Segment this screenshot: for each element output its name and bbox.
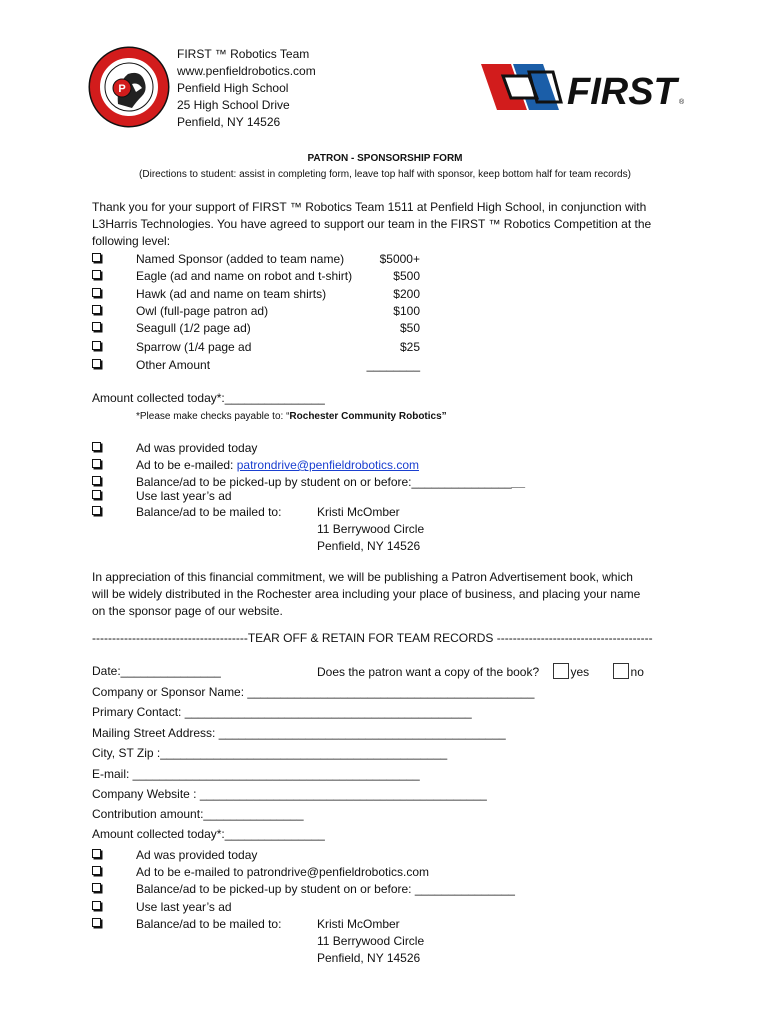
team-line: 25 High School Drive xyxy=(177,98,290,112)
level-amount: $100 xyxy=(393,304,420,318)
team-line: FIRST ™ Robotics Team xyxy=(177,47,310,61)
option-label: Ad to be e-mailed: patrondrive@penfieldrobotics.com xyxy=(136,458,420,472)
no-checkbox[interactable] xyxy=(613,663,629,679)
level-label: Seagull (1/2 page ad) xyxy=(136,321,251,335)
form-title: PATRON - SPONSORSHIP FORM xyxy=(307,153,463,164)
copy-question-row xyxy=(317,663,644,681)
option-label: Balance/ad to be mailed to: xyxy=(136,917,282,931)
appreciation-line: will be widely distributed in the Rochester area including your place of business, and placing your name xyxy=(92,587,641,601)
level-sparrow[interactable] xyxy=(92,339,420,356)
records-option-ad-pickup[interactable] xyxy=(92,881,515,898)
level-amount: $200 xyxy=(393,287,420,301)
contribution-amount-field[interactable]: Contribution amount:_______________ xyxy=(92,807,304,821)
intro-line: L3Harris Technologies. You have agreed to support our team in the FIRST ™ Robotics Competition at the xyxy=(92,217,652,231)
svg-text:®: ® xyxy=(679,99,685,106)
level-other[interactable] xyxy=(92,357,420,374)
checkbox-icon[interactable] xyxy=(92,866,101,875)
checkbox-icon[interactable] xyxy=(92,341,101,350)
address-street: 11 Berrywood Circle xyxy=(317,522,425,536)
records-option-last-year[interactable] xyxy=(92,899,232,916)
level-amount: $500 xyxy=(393,269,420,283)
level-label: Eagle (ad and name on robot and t-shirt) xyxy=(136,269,353,283)
svg-text:P: P xyxy=(118,83,126,95)
checkbox-icon[interactable] xyxy=(92,490,101,499)
level-seagull[interactable] xyxy=(92,320,420,337)
city-state-zip-field[interactable]: City, ST Zip :___________________________________________ xyxy=(92,746,448,760)
first-logo xyxy=(473,58,693,116)
checkbox-icon[interactable] xyxy=(92,270,101,279)
email-field[interactable]: E-mail: ___________________________________________ xyxy=(92,767,420,781)
checkbox-icon[interactable] xyxy=(92,253,101,262)
checkbox-icon[interactable] xyxy=(92,359,101,368)
level-amount: $25 xyxy=(399,340,420,354)
appreciation-paragraph xyxy=(92,569,640,620)
checkbox-icon[interactable] xyxy=(92,901,101,910)
records-amount-collected-field[interactable]: Amount collected today*:_______________ xyxy=(92,827,325,841)
address-street: 11 Berrywood Circle xyxy=(317,934,425,948)
first-logo-icon xyxy=(473,58,693,116)
option-label: Balance/ad to be mailed to: xyxy=(136,505,282,519)
appreciation-line: on the sponsor page of our website. xyxy=(92,604,283,618)
yes-label: yes xyxy=(570,665,590,679)
checkbox-icon[interactable] xyxy=(92,883,101,892)
company-website-field[interactable]: Company Website : ___________________________________________ xyxy=(92,787,487,801)
level-eagle[interactable] xyxy=(92,268,420,285)
option-label: Use last year’s ad xyxy=(136,900,232,914)
level-label: Sparrow (1/4 page ad xyxy=(136,340,252,354)
option-label: Ad was provided today xyxy=(136,441,258,455)
tear-off-line: ---------------------------------------TEAR OFF & RETAIN FOR TEAM RECORDS --------------------------------------- xyxy=(92,631,653,645)
address-name: Kristi McOmber xyxy=(317,505,400,519)
level-label: Owl (full-page patron ad) xyxy=(136,304,269,318)
form-directions: (Directions to student: assist in completing form, leave top half with sponsor, keep bottom half for team records) xyxy=(139,169,631,180)
level-amount: ________ xyxy=(366,358,420,372)
intro-paragraph xyxy=(92,199,651,250)
intro-line: following level: xyxy=(92,234,171,248)
checkbox-icon[interactable] xyxy=(92,918,101,927)
option-label: Use last year’s ad xyxy=(136,489,232,503)
team-website: www.penfieldrobotics.com xyxy=(177,64,316,78)
option-ad-emailed[interactable] xyxy=(92,457,420,474)
level-hawk[interactable] xyxy=(92,286,420,303)
records-option-ad-mailed[interactable] xyxy=(92,916,282,933)
checks-note-prefix: *Please make checks payable to: “ xyxy=(136,411,290,422)
primary-contact-field[interactable]: Primary Contact: ___________________________________________ xyxy=(92,705,472,719)
company-name-field[interactable]: Company or Sponsor Name: ___________________________________________ xyxy=(92,685,535,699)
mail-address xyxy=(317,504,424,555)
address-name: Kristi McOmber xyxy=(317,917,400,931)
address-city: Penfield, NY 14526 xyxy=(317,951,421,965)
records-option-ad-emailed[interactable] xyxy=(92,864,430,881)
patriot-logo-icon xyxy=(88,44,170,130)
option-label: Ad to be e-mailed to patrondrive@penfieldrobotics.com xyxy=(136,865,430,879)
level-named-sponsor[interactable] xyxy=(92,251,420,268)
address-city: Penfield, NY 14526 xyxy=(317,539,421,553)
no-label: no xyxy=(630,665,644,679)
checkbox-icon[interactable] xyxy=(92,322,101,331)
option-ad-mailed[interactable] xyxy=(92,504,282,521)
svg-text:FIRST: FIRST xyxy=(567,71,677,113)
checkbox-icon[interactable] xyxy=(92,506,101,515)
checkbox-icon[interactable] xyxy=(92,288,101,297)
copy-question: Does the patron want a copy of the book? xyxy=(317,665,540,679)
records-option-ad-provided[interactable] xyxy=(92,847,258,864)
checkbox-icon[interactable] xyxy=(92,459,101,468)
level-label: Named Sponsor (added to team name) xyxy=(136,252,345,266)
option-label: Balance/ad to be picked-up by student on or before:_________________ xyxy=(136,475,525,489)
checks-note xyxy=(136,410,447,424)
school-logo xyxy=(88,44,170,130)
level-amount: $50 xyxy=(399,321,420,335)
intro-line: Thank you for your support of FIRST ™ Robotics Team 1511 at Penfield High School, in conjunction with xyxy=(92,200,647,214)
records-mail-address xyxy=(317,916,424,967)
mailing-address-field[interactable]: Mailing Street Address: ___________________________________________ xyxy=(92,726,506,740)
team-line: Penfield High School xyxy=(177,81,289,95)
level-label: Other Amount xyxy=(136,358,211,372)
checkbox-icon[interactable] xyxy=(92,305,101,314)
option-label: Balance/ad to be picked-up by student on or before: _______________ xyxy=(136,882,515,896)
checkbox-icon[interactable] xyxy=(92,476,101,485)
level-label: Hawk (ad and name on team shirts) xyxy=(136,287,327,301)
yes-checkbox[interactable] xyxy=(553,663,569,679)
date-field[interactable]: Date:_______________ xyxy=(92,664,221,678)
level-amount: $5000+ xyxy=(379,252,420,266)
checkbox-icon[interactable] xyxy=(92,442,101,451)
option-label: Ad was provided today xyxy=(136,848,258,862)
team-line: Penfield, NY 14526 xyxy=(177,115,281,129)
checkbox-icon[interactable] xyxy=(92,849,101,858)
checks-payee: Rochester Community Robotics” xyxy=(289,411,447,422)
appreciation-line: In appreciation of this financial commitment, we will be publishing a Patron Advertisement book, which xyxy=(92,570,633,584)
level-owl[interactable] xyxy=(92,303,420,320)
email-link[interactable]: patrondrive@penfieldrobotics.com xyxy=(236,458,420,472)
option-last-year[interactable] xyxy=(92,488,232,505)
amount-collected-field[interactable]: Amount collected today*:_______________ xyxy=(92,391,325,405)
team-info xyxy=(177,46,316,131)
option-ad-provided[interactable] xyxy=(92,440,258,457)
